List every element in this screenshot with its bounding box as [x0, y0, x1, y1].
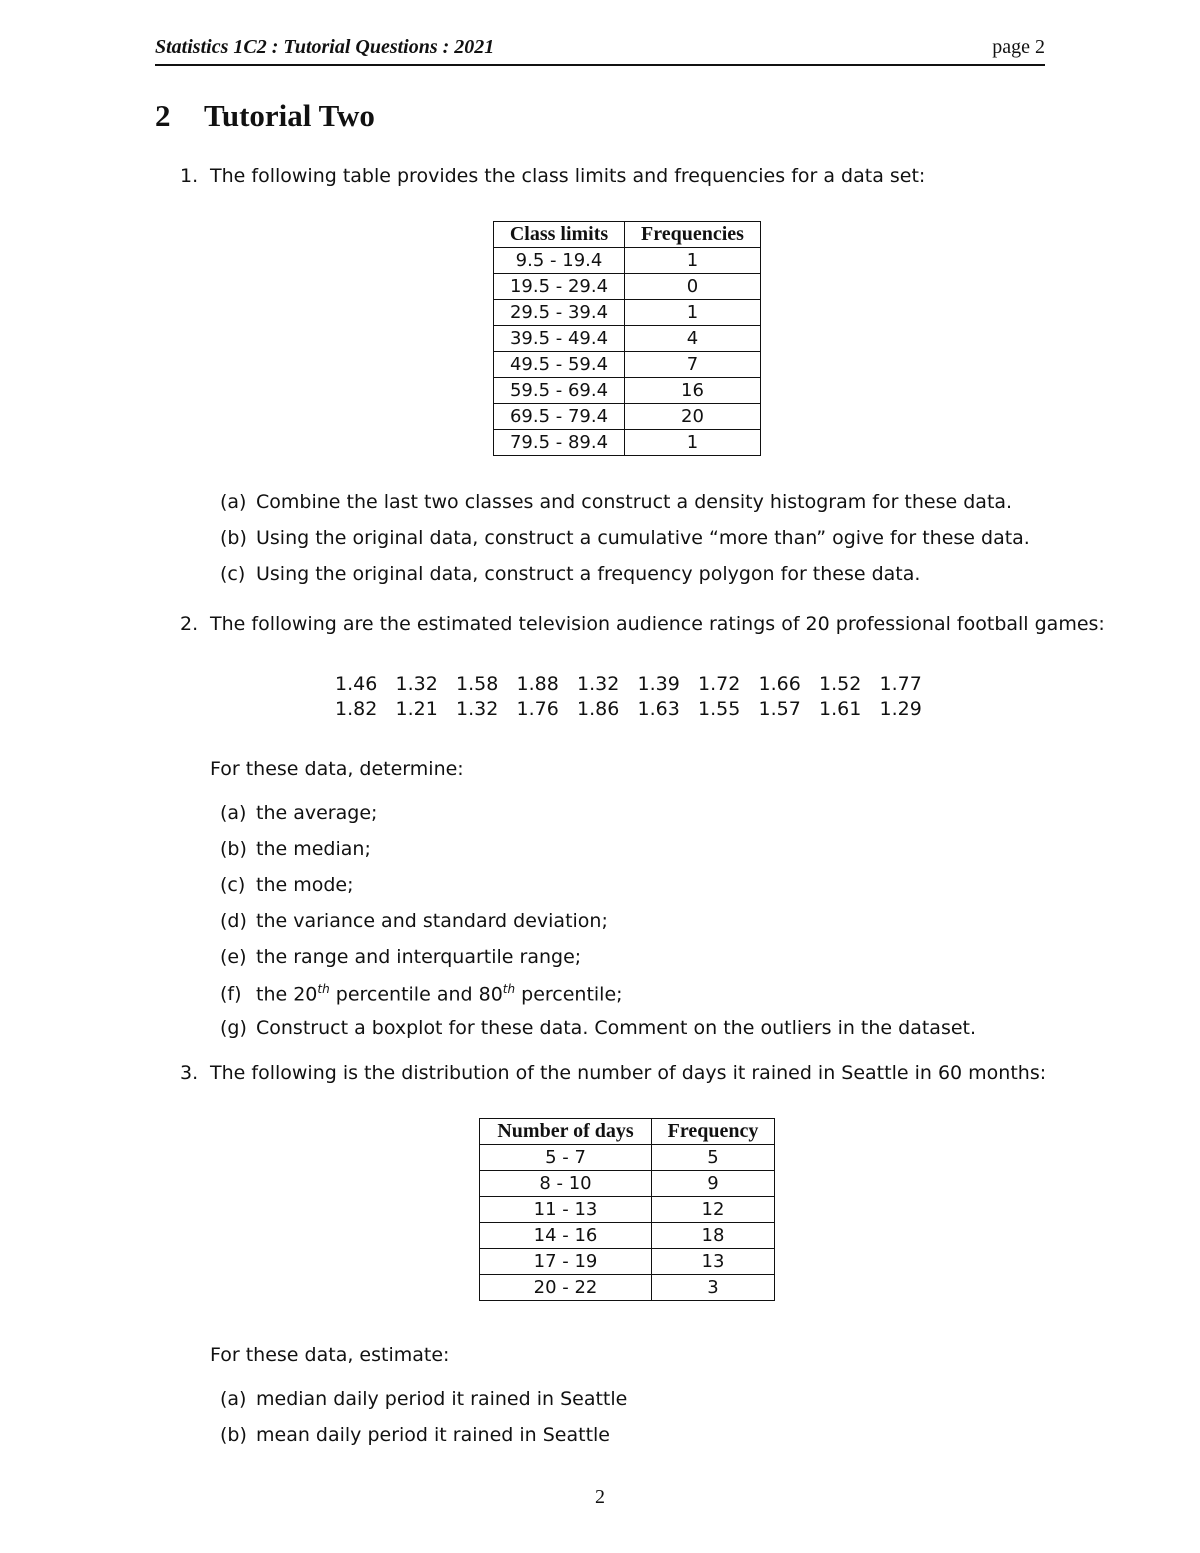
- table-cell: 1: [625, 430, 761, 456]
- column-header: Frequencies: [625, 222, 761, 248]
- rating-value: 1.63: [637, 698, 680, 720]
- part-label: (a): [220, 491, 247, 513]
- table-cell: 69.5 - 79.4: [494, 404, 625, 430]
- part-label: (a): [220, 802, 247, 824]
- superscript-th: th: [502, 982, 516, 996]
- table-row: [494, 274, 761, 300]
- table-cell: 7: [625, 352, 761, 378]
- question-1-number: 1.: [180, 165, 199, 187]
- table-cell: 3: [652, 1275, 775, 1301]
- table-cell: 16: [625, 378, 761, 404]
- part-label: (c): [220, 563, 246, 585]
- question-2-part: [220, 946, 581, 968]
- table-header-row: [480, 1119, 775, 1145]
- part-text: the range and interquartile range;: [256, 946, 582, 968]
- ratings-row: [335, 672, 940, 697]
- rating-value: 1.39: [637, 673, 680, 695]
- part-text: the variance and standard deviation;: [256, 910, 608, 932]
- table-cell: 59.5 - 69.4: [494, 378, 625, 404]
- rating-value: 1.61: [819, 698, 862, 720]
- part-text: the average;: [256, 802, 378, 824]
- table-row: [494, 352, 761, 378]
- part-label: (a): [220, 1388, 247, 1410]
- part-text: Construct a boxplot for these data. Comment on the outliers in the dataset.: [256, 1017, 977, 1039]
- table-row: [494, 404, 761, 430]
- question-1-text: The following table provides the class limits and frequencies for a data set:: [210, 165, 926, 187]
- rating-value: 1.46: [335, 673, 378, 695]
- table-cell: 4: [625, 326, 761, 352]
- question-1-part: [220, 491, 1012, 513]
- table-row: [480, 1249, 775, 1275]
- part-label: (b): [220, 527, 247, 549]
- class-limits-table: [493, 221, 761, 456]
- question-2-number: 2.: [180, 613, 199, 635]
- ratings-block: [335, 672, 940, 722]
- table-cell: 9.5 - 19.4: [494, 248, 625, 274]
- table-cell: 9: [652, 1171, 775, 1197]
- section-heading: [155, 98, 375, 134]
- table-cell: 1: [625, 300, 761, 326]
- table-cell: 12: [652, 1197, 775, 1223]
- table-row: [494, 378, 761, 404]
- table-row: [480, 1197, 775, 1223]
- table-cell: 20: [625, 404, 761, 430]
- part-label: (g): [220, 1017, 247, 1039]
- table-cell: 13: [652, 1249, 775, 1275]
- table-row: [494, 430, 761, 456]
- part-text: the mode;: [256, 874, 354, 896]
- section-number: 2: [155, 98, 171, 133]
- question-2-part: [220, 838, 371, 860]
- part-text: Using the original data, construct a frequency polygon for these data.: [256, 563, 921, 585]
- rating-value: 1.55: [698, 698, 741, 720]
- question-2-part: [220, 982, 623, 1005]
- question-3-part: [220, 1424, 610, 1446]
- rating-value: 1.58: [456, 673, 499, 695]
- table-header-row: [494, 222, 761, 248]
- question-1-part: [220, 527, 1030, 549]
- question-2-part: [220, 802, 377, 824]
- rating-value: 1.77: [879, 673, 922, 695]
- rating-value: 1.82: [335, 698, 378, 720]
- table-cell: 79.5 - 89.4: [494, 430, 625, 456]
- table-cell: 17 - 19: [480, 1249, 652, 1275]
- question-3-number: 3.: [180, 1062, 199, 1084]
- table-cell: 8 - 10: [480, 1171, 652, 1197]
- question-3-part: [220, 1388, 627, 1410]
- rain-days-table: [479, 1118, 775, 1301]
- question-3-intro: For these data, estimate:: [210, 1344, 450, 1366]
- column-header: Class limits: [494, 222, 625, 248]
- part-label: (c): [220, 874, 246, 896]
- page-header: [155, 36, 1045, 66]
- part-text: the median;: [256, 838, 371, 860]
- rating-value: 1.57: [758, 698, 801, 720]
- part-text: Using the original data, construct a cumulative “more than” ogive for these data.: [256, 527, 1030, 549]
- question-2-part: [220, 874, 354, 896]
- table-row: [480, 1223, 775, 1249]
- table-row: [494, 326, 761, 352]
- table-row: [494, 248, 761, 274]
- header-title: Statistics 1C2 : Tutorial Questions : 2021: [155, 36, 495, 58]
- rating-value: 1.76: [516, 698, 559, 720]
- column-header: Number of days: [480, 1119, 652, 1145]
- rating-value: 1.72: [698, 673, 741, 695]
- table-cell: 5 - 7: [480, 1145, 652, 1171]
- part-text: Combine the last two classes and construct a density histogram for these data.: [256, 491, 1013, 513]
- question-2-part: [220, 1017, 976, 1039]
- table-cell: 11 - 13: [480, 1197, 652, 1223]
- part-text: median daily period it rained in Seattle: [256, 1388, 628, 1410]
- section-title: Tutorial Two: [204, 98, 375, 133]
- superscript-th: th: [317, 982, 330, 996]
- part-label: (e): [220, 946, 247, 968]
- question-1-part: [220, 563, 920, 585]
- rating-value: 1.29: [879, 698, 922, 720]
- column-header: Frequency: [652, 1119, 775, 1145]
- rating-value: 1.66: [758, 673, 801, 695]
- part-text-mid: percentile and 80: [329, 983, 503, 1006]
- ratings-row: [335, 697, 940, 722]
- rating-value: 1.52: [819, 673, 862, 695]
- table-cell: 1: [625, 248, 761, 274]
- part-text-post: percentile;: [515, 983, 623, 1006]
- table-row: [494, 300, 761, 326]
- table-cell: 39.5 - 49.4: [494, 326, 625, 352]
- table-cell: 49.5 - 59.4: [494, 352, 625, 378]
- table-cell: 18: [652, 1223, 775, 1249]
- page-number-footer: 2: [595, 1486, 605, 1508]
- part-text: mean daily period it rained in Seattle: [256, 1424, 610, 1446]
- table-cell: 14 - 16: [480, 1223, 652, 1249]
- rating-value: 1.88: [516, 673, 559, 695]
- table-row: [480, 1171, 775, 1197]
- table-cell: 0: [625, 274, 761, 300]
- rating-value: 1.32: [395, 673, 438, 695]
- question-2-intro: For these data, determine:: [210, 758, 464, 780]
- rating-value: 1.32: [577, 673, 620, 695]
- table-cell: 20 - 22: [480, 1275, 652, 1301]
- part-label: (b): [220, 1424, 247, 1446]
- header-page-label: page 2: [992, 36, 1045, 58]
- part-text-pre: the 20: [256, 983, 318, 1006]
- table-cell: 5: [652, 1145, 775, 1171]
- table-cell: 29.5 - 39.4: [494, 300, 625, 326]
- part-label: (d): [220, 910, 247, 932]
- rating-value: 1.86: [577, 698, 620, 720]
- part-label: (b): [220, 838, 247, 860]
- rating-value: 1.21: [395, 698, 438, 720]
- question-2-part: [220, 910, 608, 932]
- part-label: (f): [220, 983, 242, 1006]
- question-2-text: The following are the estimated television audience ratings of 20 professional football games:: [210, 613, 1105, 635]
- table-cell: 19.5 - 29.4: [494, 274, 625, 300]
- question-3-text: The following is the distribution of the number of days it rained in Seattle in 60 months:: [210, 1062, 1047, 1084]
- table-row: [480, 1145, 775, 1171]
- rating-value: 1.32: [456, 698, 499, 720]
- table-row: [480, 1275, 775, 1301]
